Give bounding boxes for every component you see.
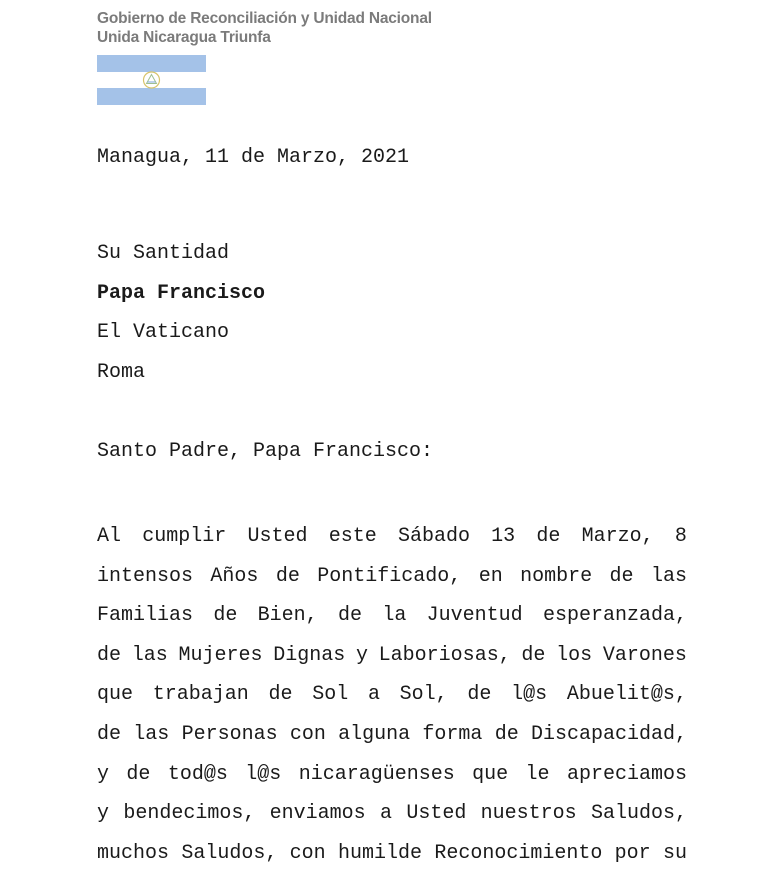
body-word: cumplir xyxy=(142,525,227,548)
body-word: esperanzada, xyxy=(542,604,687,628)
body-word: de xyxy=(536,525,561,548)
body-word: de xyxy=(97,722,122,746)
body-word: los xyxy=(556,643,593,667)
body-word: l@s xyxy=(511,683,548,707)
body-word: y xyxy=(355,643,368,667)
body-word: su xyxy=(662,841,687,865)
body-word: trabajan xyxy=(152,683,249,707)
body-word: de xyxy=(467,683,492,707)
body-word: las xyxy=(650,564,687,588)
body-word: con xyxy=(289,722,326,746)
body-word: la xyxy=(382,604,407,628)
recipient-place: El Vaticano xyxy=(97,321,230,344)
body-word: Juventud xyxy=(426,604,523,628)
body-word: Saludos, xyxy=(181,841,278,865)
recipient-city: Roma xyxy=(97,361,146,384)
body-word: este xyxy=(328,525,377,548)
body-line xyxy=(97,517,687,557)
body-word: y xyxy=(97,802,110,826)
nicaragua-flag-icon xyxy=(97,55,206,105)
body-word: Abuelit@s, xyxy=(566,683,687,707)
body-word: que xyxy=(97,683,134,707)
body-word: Usted xyxy=(247,525,308,548)
salutation: Santo Padre, Papa Francisco: xyxy=(97,440,434,463)
body-word: de xyxy=(521,643,546,667)
body-word: nombre xyxy=(520,564,593,588)
body-word: por xyxy=(614,841,651,865)
body-word: de xyxy=(213,604,238,628)
body-word: l@s xyxy=(245,762,282,786)
body-word: Marzo, xyxy=(581,525,654,548)
body-word: apreciamos xyxy=(566,762,687,786)
body-line xyxy=(97,794,687,834)
body-word: Varones xyxy=(602,643,687,667)
body-word: Años xyxy=(210,564,259,588)
recipient-title: Su Santidad xyxy=(97,242,230,265)
body-word: las xyxy=(133,722,170,746)
body-word: 8 xyxy=(674,525,687,548)
body-word: humilde xyxy=(337,841,422,865)
letterhead-slogan: Unida Nicaragua Triunfa xyxy=(97,29,271,46)
body-word: Pontificado, xyxy=(317,564,462,588)
body-word: enviamos xyxy=(269,802,366,826)
letterhead xyxy=(97,9,432,47)
body-word: Sol, xyxy=(399,683,448,707)
recipient-name: Papa Francisco xyxy=(97,282,266,305)
body-word: tod@s xyxy=(167,762,228,786)
body-line xyxy=(97,675,687,715)
body-word: Dignas xyxy=(273,643,346,667)
body-word: alguna xyxy=(338,722,411,746)
body-word: intensos xyxy=(97,564,194,588)
body-word: Bien, xyxy=(257,604,318,628)
date-line: Managua, 11 de Marzo, 2021 xyxy=(97,146,410,169)
body-word: muchos xyxy=(97,841,170,865)
body-word: Al xyxy=(97,525,122,548)
body-word: nicaragüenses xyxy=(298,762,455,786)
body-line xyxy=(97,596,687,636)
body-line xyxy=(97,834,687,874)
body-word: a xyxy=(367,683,380,707)
body-word: de xyxy=(268,683,293,707)
body-word: Discapacidad, xyxy=(530,722,687,746)
body-word: Reconocimiento xyxy=(434,841,603,865)
body-word: forma xyxy=(422,722,483,746)
body-word: nuestros xyxy=(480,802,577,826)
body-word: Familias xyxy=(97,604,194,628)
body-word: a xyxy=(380,802,393,826)
body-word: Sol xyxy=(312,683,349,707)
body-word: 13 xyxy=(491,525,516,548)
body-word: que xyxy=(472,762,509,786)
letterhead-government-name: Gobierno de Reconciliación y Unidad Nacional xyxy=(97,10,432,27)
body-word: Usted xyxy=(406,802,467,826)
body-word: Sábado xyxy=(397,525,470,548)
body-word: con xyxy=(289,841,326,865)
body-line xyxy=(97,557,687,597)
body-word: de xyxy=(126,762,151,786)
body-word: de xyxy=(337,604,362,628)
letter-body xyxy=(97,517,687,873)
body-word: de xyxy=(609,564,634,588)
body-word: Saludos, xyxy=(590,802,687,826)
body-word: bendecimos, xyxy=(123,802,256,826)
body-word: Laboriosas, xyxy=(378,643,511,667)
body-word: de xyxy=(97,643,122,667)
body-word: Personas xyxy=(181,722,278,746)
body-word: Mujeres xyxy=(178,643,263,667)
body-word: de xyxy=(494,722,519,746)
body-line xyxy=(97,715,687,755)
body-word: y xyxy=(97,762,110,786)
body-word: de xyxy=(275,564,300,588)
body-word: en xyxy=(478,564,503,588)
body-word: le xyxy=(525,762,550,786)
body-word: las xyxy=(131,643,168,667)
body-line xyxy=(97,636,687,676)
body-line xyxy=(97,755,687,795)
